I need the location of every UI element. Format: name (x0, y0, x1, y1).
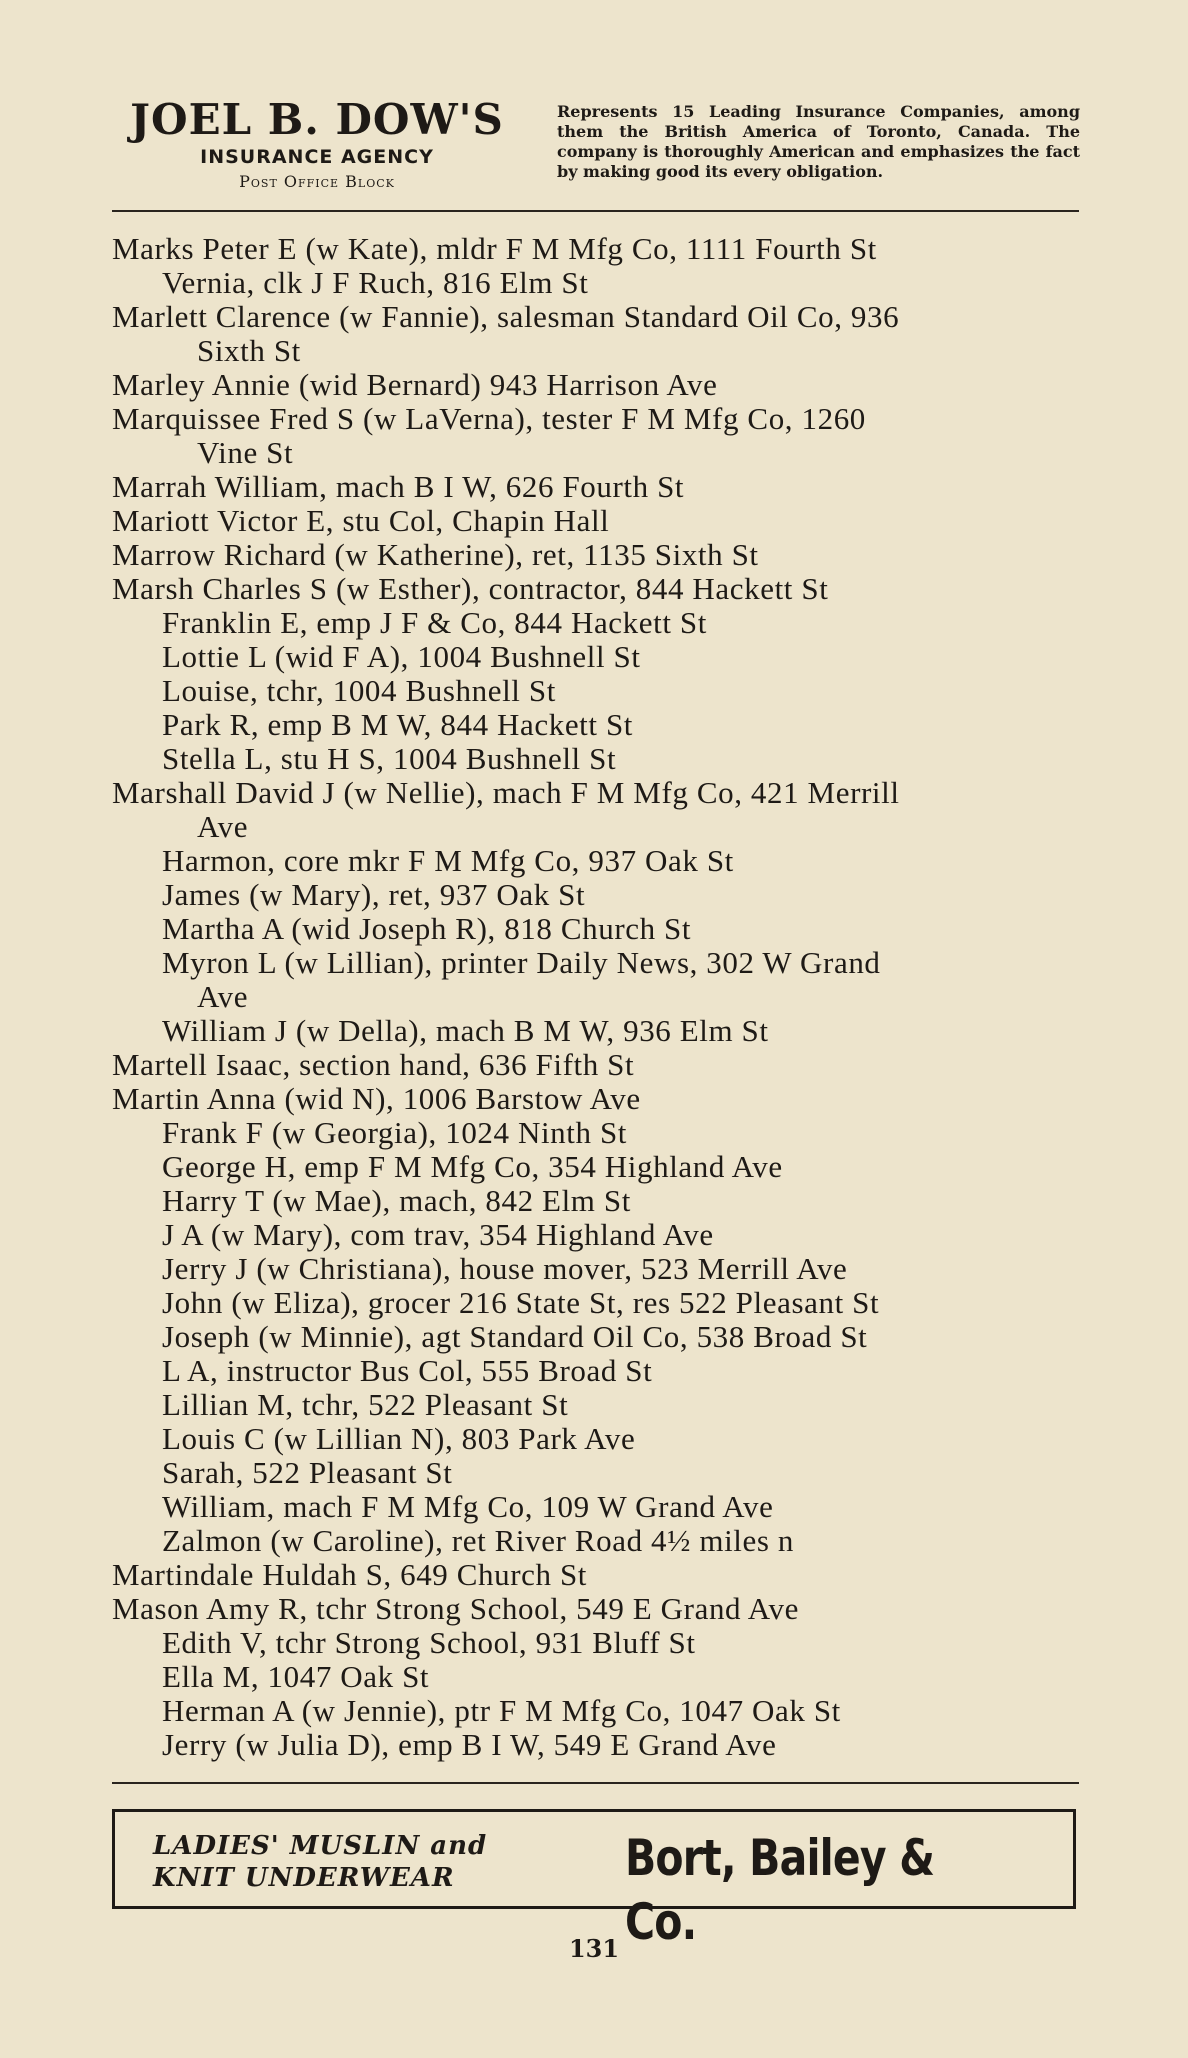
listing-entry: Louis C (w Lillian N), 803 Park Ave (162, 1421, 636, 1456)
listing-entry: Stella L, stu H S, 1004 Bushnell St (162, 741, 617, 776)
listing-entry: Marshall David J (w Nellie), mach F M Mfg Co, 421 Merrill (112, 775, 900, 810)
page-header-ad (112, 95, 1080, 204)
listing-entry: John (w Eliza), grocer 216 State St, res 522 Pleasant St (162, 1285, 880, 1320)
agency-description: Represents 15 Leading Insurance Companies, among them the British America of Toronto, Canada. The company is thoroughly American and emphasizes the fact by making good its every obligation. (557, 102, 1080, 181)
listing-entry: William J (w Della), mach B M W, 936 Elm St (162, 1013, 769, 1048)
agency-block (112, 95, 522, 191)
listing-entry: Lottie L (wid F A), 1004 Bushnell St (162, 639, 641, 674)
footer-divider (112, 1782, 1079, 1784)
listing-entry: Marley Annie (wid Bernard) 943 Harrison Ave (112, 367, 718, 402)
listing-entry: Marquissee Fred S (w LaVerna), tester F M Mfg Co, 1260 (112, 401, 866, 436)
listing-entry: James (w Mary), ret, 937 Oak St (162, 877, 586, 912)
ad-company-name: Bort, Bailey & Co. (625, 1829, 935, 1951)
listing-entry: Mason Amy R, tchr Strong School, 549 E Grand Ave (112, 1591, 799, 1626)
listing-entry: Marks Peter E (w Kate), mldr F M Mfg Co, 1111 Fourth St (112, 231, 877, 266)
listing-entry: Joseph (w Minnie), agt Standard Oil Co, 538 Broad St (162, 1319, 868, 1354)
listing-entry: Ave (197, 809, 249, 844)
page-number: 131 (568, 1934, 620, 1963)
ad-product-text (153, 1830, 593, 1894)
listing-entry: J A (w Mary), com trav, 354 Highland Ave (162, 1217, 714, 1252)
listing-entry: Martha A (wid Joseph R), 818 Church St (162, 911, 692, 946)
agency-name: JOEL B. DOW'S (130, 95, 504, 144)
listing-entry: Jerry (w Julia D), emp B I W, 549 E Grand Ave (162, 1727, 777, 1762)
ad-line-2: KNIT UNDERWEAR (153, 1863, 455, 1893)
listing-entry: Lillian M, tchr, 522 Pleasant St (162, 1387, 569, 1422)
listing-entry: Marsh Charles S (w Esther), contractor, 844 Hackett St (112, 571, 829, 606)
listing-entry: Edith V, tchr Strong School, 931 Bluff St (162, 1625, 696, 1660)
listing-entry: Sarah, 522 Pleasant St (162, 1455, 453, 1490)
listing-entry: Harry T (w Mae), mach, 842 Elm St (162, 1183, 631, 1218)
listing-entry: George H, emp F M Mfg Co, 354 Highland Ave (162, 1149, 783, 1184)
listing-entry: Herman A (w Jennie), ptr F M Mfg Co, 1047 Oak St (162, 1693, 841, 1728)
listing-entry: L A, instructor Bus Col, 555 Broad St (162, 1353, 653, 1388)
listing-entry: Vernia, clk J F Ruch, 816 Elm St (162, 265, 589, 300)
listing-entry: Marrah William, mach B I W, 626 Fourth St (112, 469, 685, 504)
listing-entry: Ave (197, 979, 249, 1014)
listing-entry: Mariott Victor E, stu Col, Chapin Hall (112, 503, 610, 538)
listing-entry: Marlett Clarence (w Fannie), salesman Standard Oil Co, 936 (112, 299, 900, 334)
listing-entry: Franklin E, emp J F & Co, 844 Hackett St (162, 605, 707, 640)
directory-listings (112, 232, 1080, 1762)
listing-entry: Harmon, core mkr F M Mfg Co, 937 Oak St (162, 843, 734, 878)
listing-entry: Martindale Huldah S, 649 Church St (112, 1557, 588, 1592)
listing-entry: Frank F (w Georgia), 1024 Ninth St (162, 1115, 627, 1150)
listing-entry: Louise, tchr, 1004 Bushnell St (162, 673, 556, 708)
listing-entry: Myron L (w Lillian), printer Daily News, 302 W Grand (162, 945, 881, 980)
listing-entry: William, mach F M Mfg Co, 109 W Grand Ave (162, 1489, 774, 1524)
listing-entry: Marrow Richard (w Katherine), ret, 1135 Sixth St (112, 537, 759, 572)
listing-entry: Sixth St (197, 333, 301, 368)
agency-type: INSURANCE AGENCY (200, 146, 434, 168)
agency-address: Post Office Block (239, 172, 395, 191)
listing-entry: Martell Isaac, section hand, 636 Fifth St (112, 1047, 635, 1082)
listing-entry: Martin Anna (wid N), 1006 Barstow Ave (112, 1081, 641, 1116)
listing-entry: Zalmon (w Caroline), ret River Road 4½ miles n (162, 1523, 794, 1558)
listing-entry: Park R, emp B M W, 844 Hackett St (162, 707, 634, 742)
header-divider (112, 210, 1079, 212)
listing-entry: Jerry J (w Christiana), house mover, 523 Merrill Ave (162, 1251, 848, 1286)
listing-entry: Ella M, 1047 Oak St (162, 1659, 430, 1694)
ad-line-1: LADIES' MUSLIN and (153, 1831, 488, 1861)
listing-entry: Vine St (197, 435, 294, 470)
